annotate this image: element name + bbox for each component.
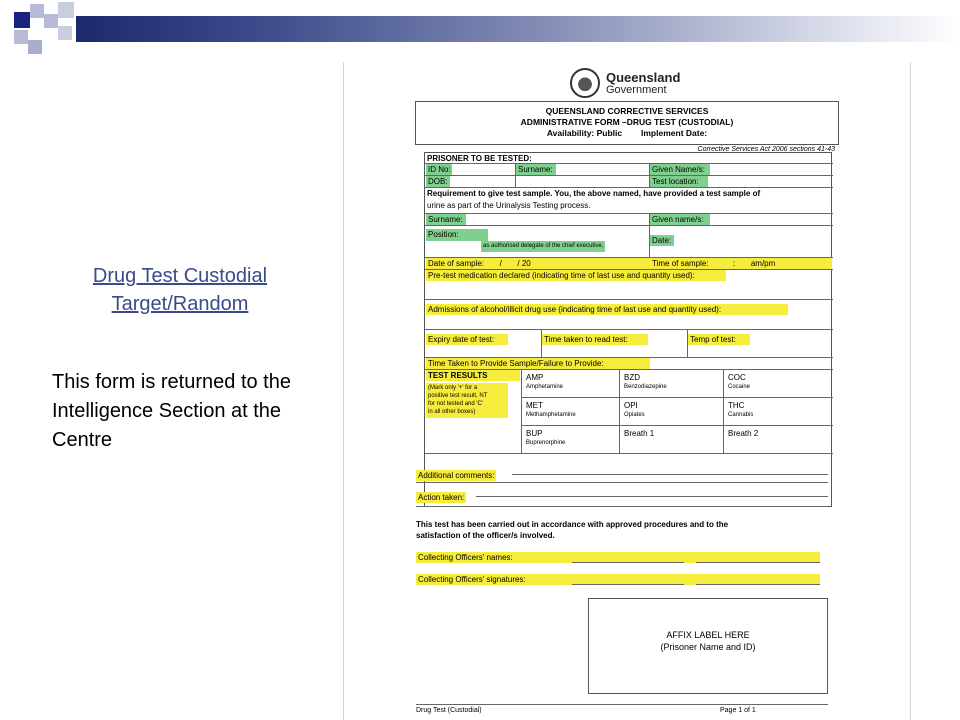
dob-label: DOB:	[426, 176, 450, 187]
collecting-signatures-label: Collecting Officers' signatures:	[418, 575, 526, 584]
result-code: AMP	[526, 373, 544, 382]
deco-square-light	[30, 4, 44, 18]
result-code: Breath 1	[624, 429, 655, 438]
delegate-text: as authorised delegate of the chief executive.	[481, 241, 605, 252]
body-text: This form is returned to the Intelligence Section at the Centre	[52, 371, 291, 451]
additional-comments-label: Additional comments:	[418, 471, 495, 480]
queensland-government-logo-icon	[570, 68, 600, 98]
footer-left: Drug Test (Custodial)	[416, 707, 482, 714]
time-to-provide: Time Taken to Provide Sample/Failure to Provide:	[426, 358, 650, 369]
result-code: BUP	[526, 429, 543, 438]
affix-line2: (Prisoner Name and ID)	[660, 642, 756, 652]
affix-label-box	[588, 598, 828, 694]
prisoner-heading: PRISONER TO BE TESTED:	[427, 154, 532, 163]
footer-right: Page 1 of 1	[720, 707, 756, 714]
temp-of-test: Temp of test:	[688, 334, 750, 345]
act-reference: Corrective Services Act 2006 sections 41-43	[697, 146, 835, 153]
result-code: MET	[526, 401, 543, 410]
affix-line1: AFFIX LABEL HERE	[666, 630, 750, 640]
requirement-text-2: urine as part of the Urinalysis Testing process.	[427, 201, 591, 210]
header-line1: QUEENSLAND CORRECTIVE SERVICES	[545, 106, 709, 116]
deco-square-light	[14, 30, 28, 44]
deco-square-light	[58, 2, 74, 18]
result-code: THC	[728, 401, 745, 410]
logo-text-line2: Government	[606, 84, 667, 96]
logo-text-line1: Queensland	[606, 70, 681, 85]
title-gradient-bar	[76, 16, 960, 42]
position-label: Position:	[426, 229, 488, 241]
result-code: OPI	[624, 401, 638, 410]
form-body	[424, 152, 832, 507]
officer-given-label: Given name/s:	[650, 214, 710, 225]
form-header-box	[415, 101, 839, 145]
action-taken-label: Action taken:	[418, 493, 465, 502]
result-name: Opiates	[624, 412, 645, 418]
time-taken-to-read: Time taken to read test:	[542, 334, 648, 345]
result-code: COC	[728, 373, 746, 382]
deco-square-dark	[14, 12, 30, 28]
time-of-sample: Time of sample: : am/pm	[650, 258, 832, 269]
deco-square-light	[58, 26, 72, 40]
test-location-label: Test location:	[650, 176, 708, 187]
result-name: Cocaine	[728, 384, 751, 390]
results-note-3: for not tested and 'C'	[426, 399, 508, 410]
date-label: Date:	[650, 235, 674, 246]
test-results-heading: TEST RESULTS	[426, 370, 520, 381]
procedure-statement: This test has been carried out in accordance with approved procedures and to the satisfaction of the officer/s involved.	[416, 520, 729, 540]
surname-label: Surname:	[516, 164, 556, 175]
results-note-2: positive test result, NT	[426, 391, 508, 402]
result-code: BZD	[624, 373, 640, 382]
given-names-label: Given Name/s:	[650, 164, 710, 175]
deco-square-light	[44, 14, 58, 28]
id-no-label: ID No:	[428, 165, 451, 174]
collecting-names-label: Collecting Officers' names:	[418, 553, 513, 562]
result-name: Amphetamine	[526, 384, 564, 390]
header-line2: ADMINISTRATIVE FORM –DRUG TEST (CUSTODIAL)	[520, 117, 734, 127]
header-line3: Availability: Public Implement Date:	[546, 128, 708, 138]
result-name: Cannabis	[728, 412, 754, 418]
deco-square-light	[28, 40, 42, 54]
expiry-date: Expiry date of test:	[426, 334, 508, 345]
drug-test-form-image	[343, 62, 911, 720]
result-code: Breath 2	[728, 429, 759, 438]
date-of-sample: Date of sample: / / 20	[426, 258, 650, 269]
requirement-text: Requirement to give test sample. You, the above named, have provided a test sample of	[427, 189, 761, 198]
result-name: Buprenorphine	[526, 440, 566, 446]
results-note-1: (Mark only '+' for a	[426, 383, 508, 394]
drug-test-link[interactable]: Drug Test Custodial Target/Random	[92, 265, 268, 315]
result-name: Methamphetamine	[526, 412, 576, 418]
officer-surname-label: Surname:	[426, 214, 466, 225]
result-name: Benzodiazepine	[624, 384, 667, 390]
pretest-medication: Pre-test medication declared (indicating time of last use and quantity used):	[426, 270, 726, 281]
results-note-4: in all other boxes)	[426, 407, 508, 418]
admissions: Admissions of alcohol/illicit drug use (indicating time of last use and quantity used):	[426, 304, 788, 315]
action-taken-row	[416, 487, 466, 505]
